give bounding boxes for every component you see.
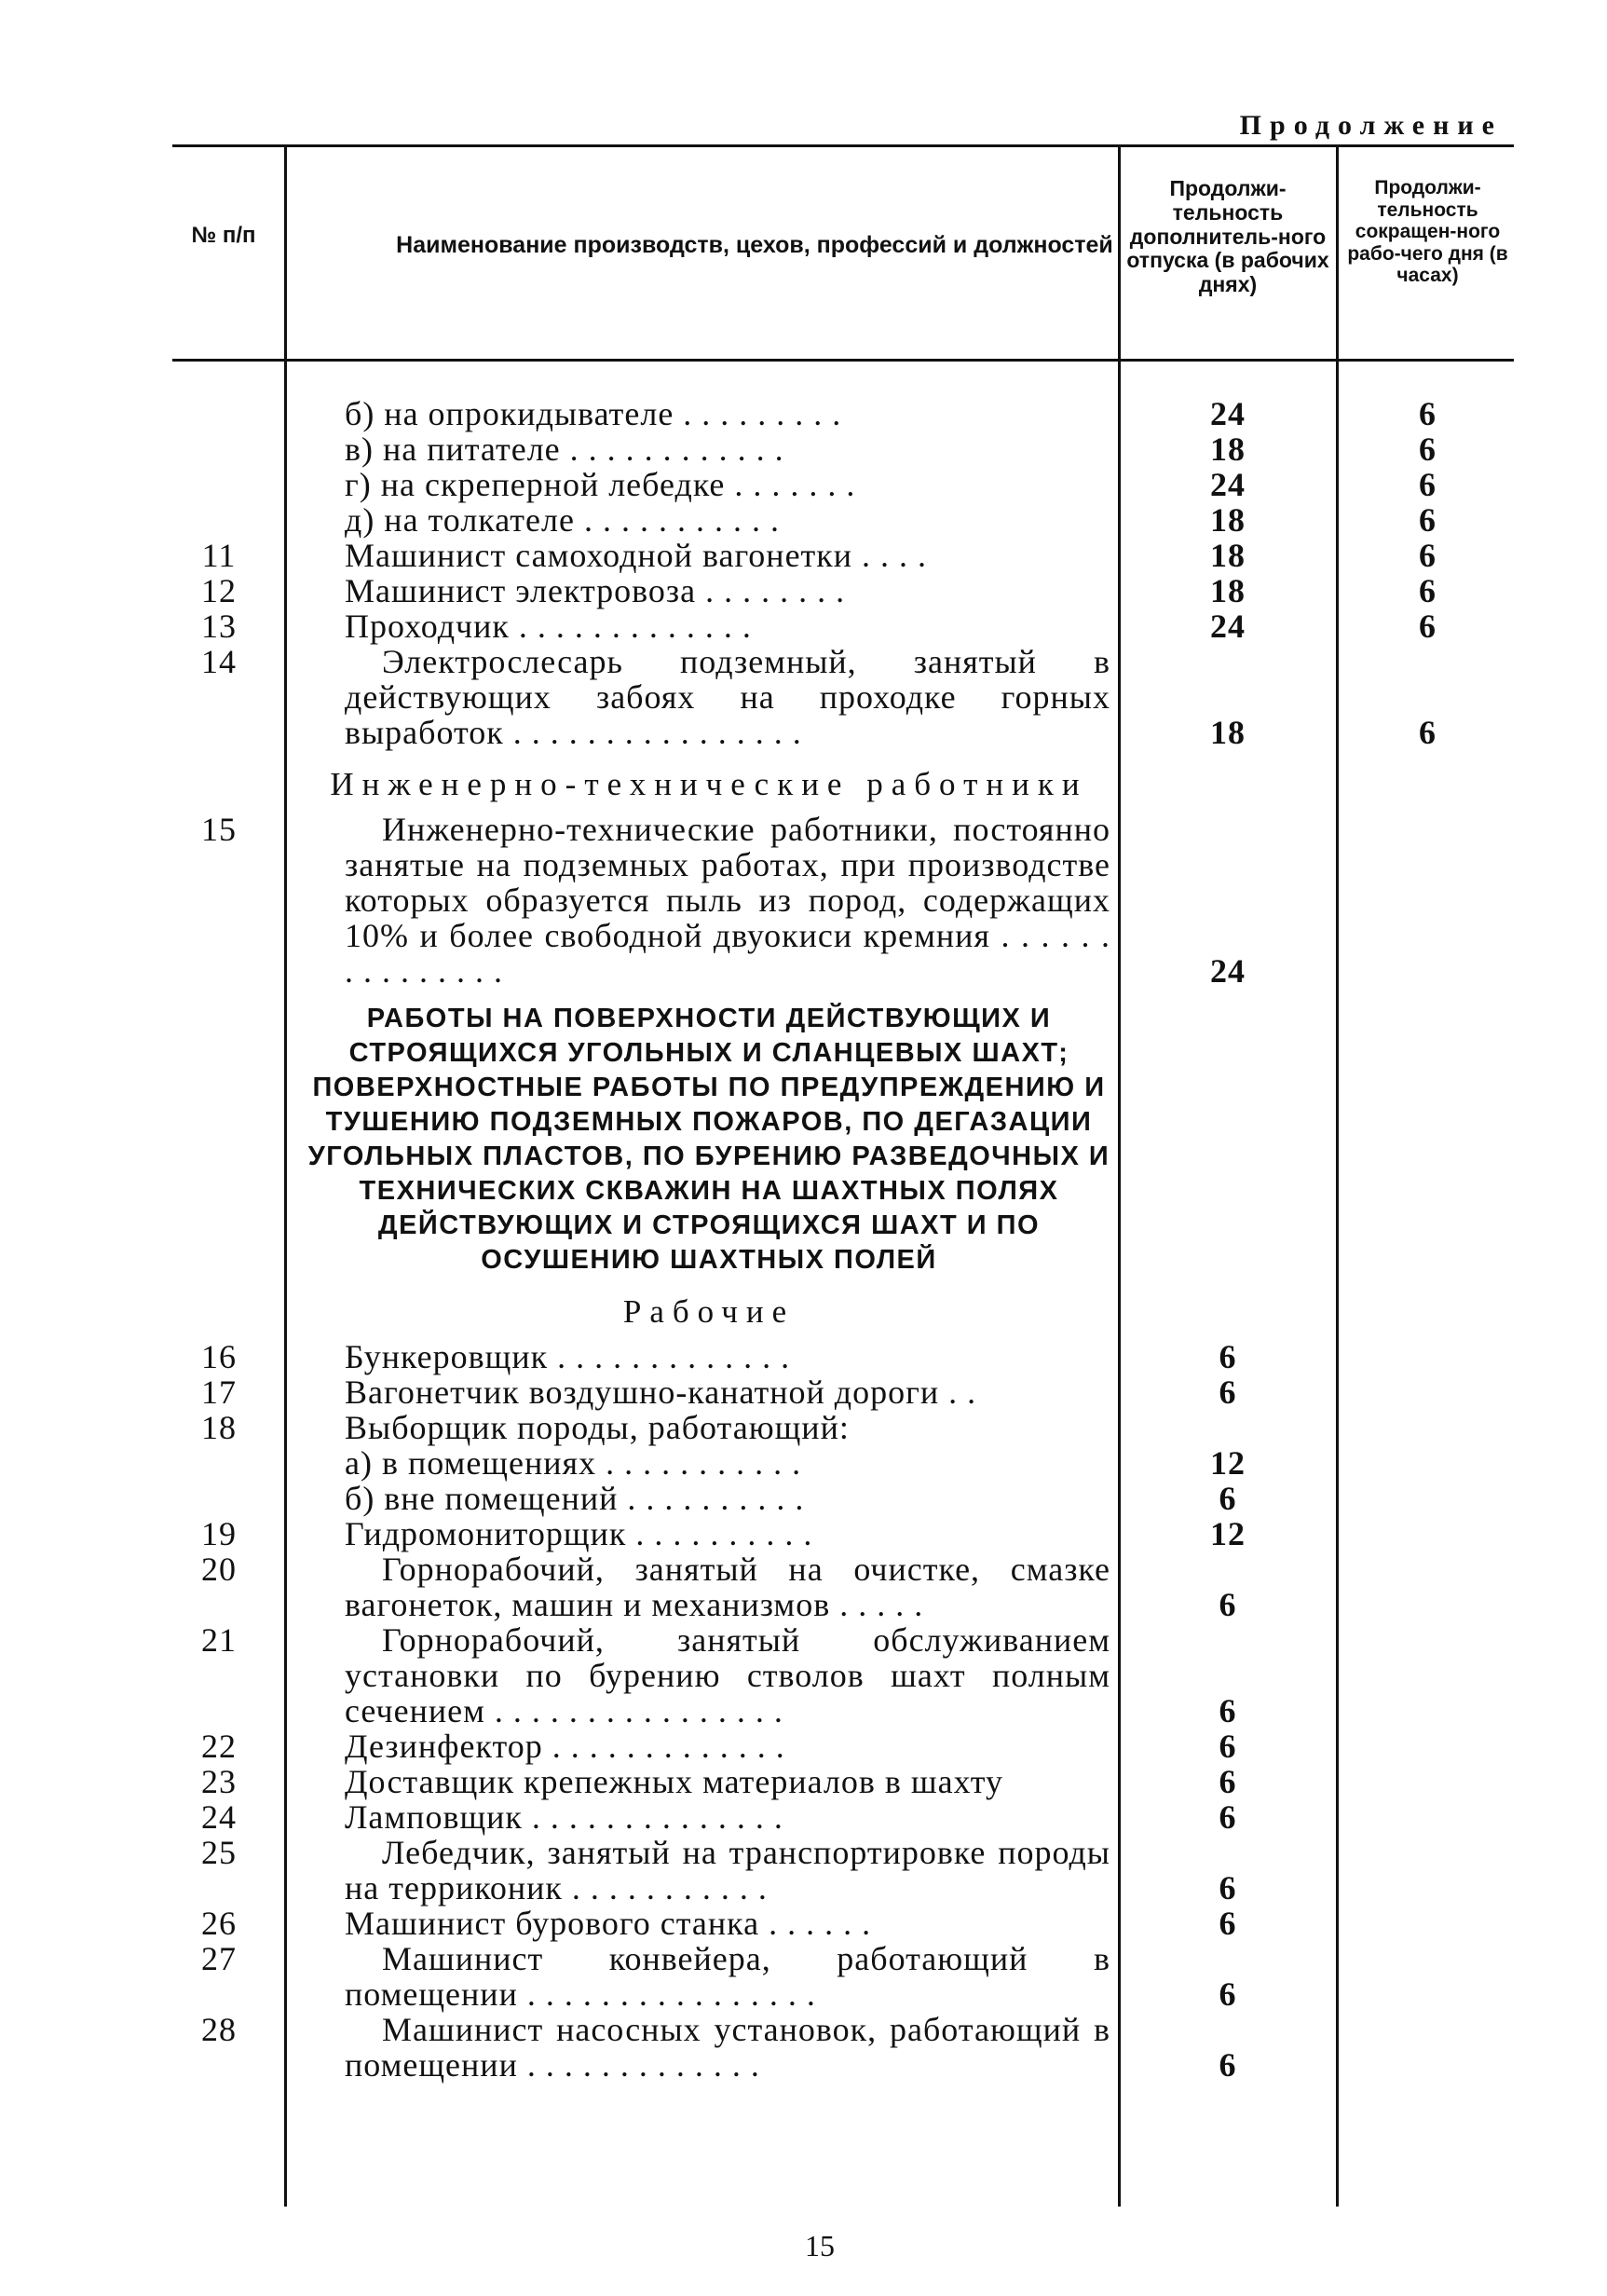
table-row (0, 467, 1607, 502)
row-leave-days: 12 (1210, 1444, 1246, 1482)
table-row (0, 1941, 1607, 2012)
row-leave-days: 6 (1219, 1798, 1237, 1836)
table-row (0, 396, 1607, 431)
row-number: 21 (201, 1621, 237, 1659)
row-number: 12 (201, 572, 237, 609)
row-number: 25 (201, 1834, 237, 1871)
row-number: 15 (201, 811, 237, 848)
row-number: 19 (201, 1515, 237, 1552)
table-row (0, 538, 1607, 573)
table-row (0, 502, 1607, 538)
row-number: 27 (201, 1940, 237, 1977)
row-number: 11 (201, 537, 237, 574)
row-text: Машинист самоходной вагонетки . . . . (345, 537, 928, 574)
row-text: Вагонетчик воздушно-канатной дороги . . (345, 1374, 977, 1411)
row-leave-days: 6 (1219, 1374, 1237, 1411)
page-number: 15 (805, 2229, 835, 2262)
table-row (0, 1799, 1607, 1835)
table-row (0, 1481, 1607, 1516)
row-text: Машинист конвейера, работающий в помещении . . . . . . . . . . . . . . . . (345, 1940, 1110, 2013)
row-leave-days: 12 (1210, 1515, 1246, 1552)
row-leave-days: 18 (1210, 430, 1246, 468)
table-row (0, 2012, 1607, 2083)
row-leave-days: 18 (1210, 537, 1246, 574)
section-heading: Инженерно-технические работники (330, 766, 1088, 802)
table-row (0, 644, 1607, 750)
header-name: Наименование производств, цехов, профессий и должностей (396, 232, 1113, 258)
table-row (0, 1445, 1607, 1481)
header-bottom-rule (172, 359, 1514, 362)
row-text: а) в помещениях . . . . . . . . . . . (345, 1444, 802, 1482)
row-text: в) на питателе . . . . . . . . . . . . (345, 430, 784, 468)
row-text: Доставщик крепежных материалов в шахту (345, 1763, 1003, 1800)
row-reduced-hours: 6 (1419, 572, 1437, 609)
table-row (0, 1764, 1607, 1799)
table-top-rule (172, 144, 1514, 147)
row-number: 14 (201, 643, 237, 680)
row-reduced-hours: 6 (1419, 501, 1437, 539)
row-text: б) на опрокидывателе . . . . . . . . . (345, 395, 842, 432)
row-number: 26 (201, 1905, 237, 1942)
row-text: Электрослесарь подземный, занятый в действующих забоях на проходке горных выработок . . . . . . . . . . . . . . . . (345, 643, 1110, 751)
row-leave-days: 6 (1219, 1692, 1237, 1729)
row-reduced-hours: 6 (1419, 466, 1437, 503)
row-text: Машинист насосных установок, работающий в помещении . . . . . . . . . . . . . (345, 2011, 1110, 2084)
row-leave-days: 6 (1219, 1905, 1237, 1942)
row-leave-days: 6 (1219, 1338, 1237, 1375)
row-reduced-hours: 6 (1419, 714, 1437, 751)
row-text: Дезинфектор . . . . . . . . . . . . . (345, 1728, 785, 1765)
table-row (0, 1551, 1607, 1622)
row-leave-days: 18 (1210, 501, 1246, 539)
table-row (0, 812, 1607, 989)
row-reduced-hours: 6 (1419, 537, 1437, 574)
row-number: 20 (201, 1551, 237, 1588)
table-row (0, 1410, 1607, 1445)
row-text: Лебедчик, занятый на транспортировке породы на терриконик . . . . . . . . . . . (345, 1834, 1110, 1906)
row-leave-days: 24 (1210, 466, 1246, 503)
row-leave-days: 24 (1210, 395, 1246, 432)
row-text: Ламповщик . . . . . . . . . . . . . . (345, 1798, 783, 1836)
row-text: Горнорабочий, занятый обслуживанием установки по бурению стволов шахт полным сечением . . . . . . . . . . . . . . . . (345, 1621, 1110, 1729)
table-row (0, 1622, 1607, 1729)
row-reduced-hours: 6 (1419, 608, 1437, 645)
row-number: 22 (201, 1728, 237, 1765)
row-text: Горнорабочий, занятый на очистке, смазке вагонеток, машин и механизмов . . . . . (345, 1551, 1110, 1623)
row-leave-days: 6 (1219, 1586, 1237, 1623)
table-row (0, 1339, 1607, 1374)
row-text: Машинист бурового станка . . . . . . (345, 1905, 872, 1942)
section-caps-heading: РАБОТЫ НА ПОВЕРХНОСТИ ДЕЙСТВУЮЩИХ И СТРОЯЩИХСЯ УГОЛЬНЫХ И СЛАНЦЕВЫХ ШАХТ; ПОВЕРХНОСТНЫЕ РАБОТЫ ПО ПРЕДУПРЕЖДЕНИЮ И ТУШЕНИЮ ПОДЗЕМНЫХ ПОЖАРОВ, ПО ДЕГАЗАЦИИ УГОЛЬНЫХ ПЛАСТОВ, ПО БУРЕНИЮ РАЗВЕДОЧНЫХ И ТЕХНИЧЕСКИХ СКВАЖИН НА ШАХТНЫХ ПОЛЯХ ДЕЙСТВУЮЩИХ И СТРОЯЩИХСЯ ШАХТ И ПО ОСУШЕНИЮ ШАХТНЫХ ПОЛЕЙ (307, 1004, 1110, 1275)
section-heading: Рабочие (622, 1293, 796, 1330)
continued-label: Продолжение (1239, 110, 1503, 141)
row-leave-days: 24 (1210, 952, 1246, 990)
row-leave-days: 18 (1210, 714, 1246, 751)
row-leave-days: 6 (1219, 1480, 1237, 1517)
table-row (0, 1516, 1607, 1551)
row-leave-days: 6 (1219, 1728, 1237, 1765)
row-reduced-hours: 6 (1419, 430, 1437, 468)
row-text: г) на скреперной лебедке . . . . . . . (345, 466, 856, 503)
row-reduced-hours: 6 (1419, 395, 1437, 432)
row-leave-days: 6 (1219, 1975, 1237, 2013)
row-number: 16 (201, 1338, 237, 1375)
header-additional-leave: Продолжи-тельность дополнитель-ного отпуска (в рабочих днях) (1126, 176, 1329, 296)
table-body (0, 396, 1607, 2083)
row-number: 23 (201, 1763, 237, 1800)
row-number: 18 (201, 1409, 237, 1446)
table-row (0, 573, 1607, 608)
row-number: 13 (201, 608, 237, 645)
table-row (0, 1906, 1607, 1941)
row-text: Выборщик породы, работающий: (345, 1409, 850, 1446)
row-leave-days: 6 (1219, 1869, 1237, 1906)
row-text: Машинист электровоза . . . . . . . . (345, 572, 846, 609)
row-number: 17 (201, 1374, 237, 1411)
row-leave-days: 6 (1219, 2046, 1237, 2084)
row-number: 28 (201, 2011, 237, 2048)
row-leave-days: 6 (1219, 1763, 1237, 1800)
table-row (0, 1729, 1607, 1764)
table-row (0, 431, 1607, 467)
row-number: 24 (201, 1798, 237, 1836)
row-text: Бункеровщик . . . . . . . . . . . . . (345, 1338, 791, 1375)
row-text: Проходчик . . . . . . . . . . . . . (345, 608, 752, 645)
header-num: № п/п (191, 223, 256, 248)
table-row (0, 1835, 1607, 1906)
header-reduced-day: Продолжи-тельность сокращен-ного рабо-чего дня (в часах) (1347, 177, 1508, 287)
row-text: Инженерно-технические работники, постоянно занятые на подземных работах, при производстве которых образуется пыль из пород, содержащих 10% и более свободной двуокиси кремния . . . . . . . . . . . . . . . (345, 811, 1110, 990)
table-row (0, 1374, 1607, 1410)
row-text: д) на толкателе . . . . . . . . . . . (345, 501, 780, 539)
row-leave-days: 18 (1210, 572, 1246, 609)
row-text: Гидромониторщик . . . . . . . . . . (345, 1515, 813, 1552)
table-row (0, 608, 1607, 644)
row-text: б) вне помещений . . . . . . . . . . (345, 1480, 805, 1517)
row-leave-days: 24 (1210, 608, 1246, 645)
